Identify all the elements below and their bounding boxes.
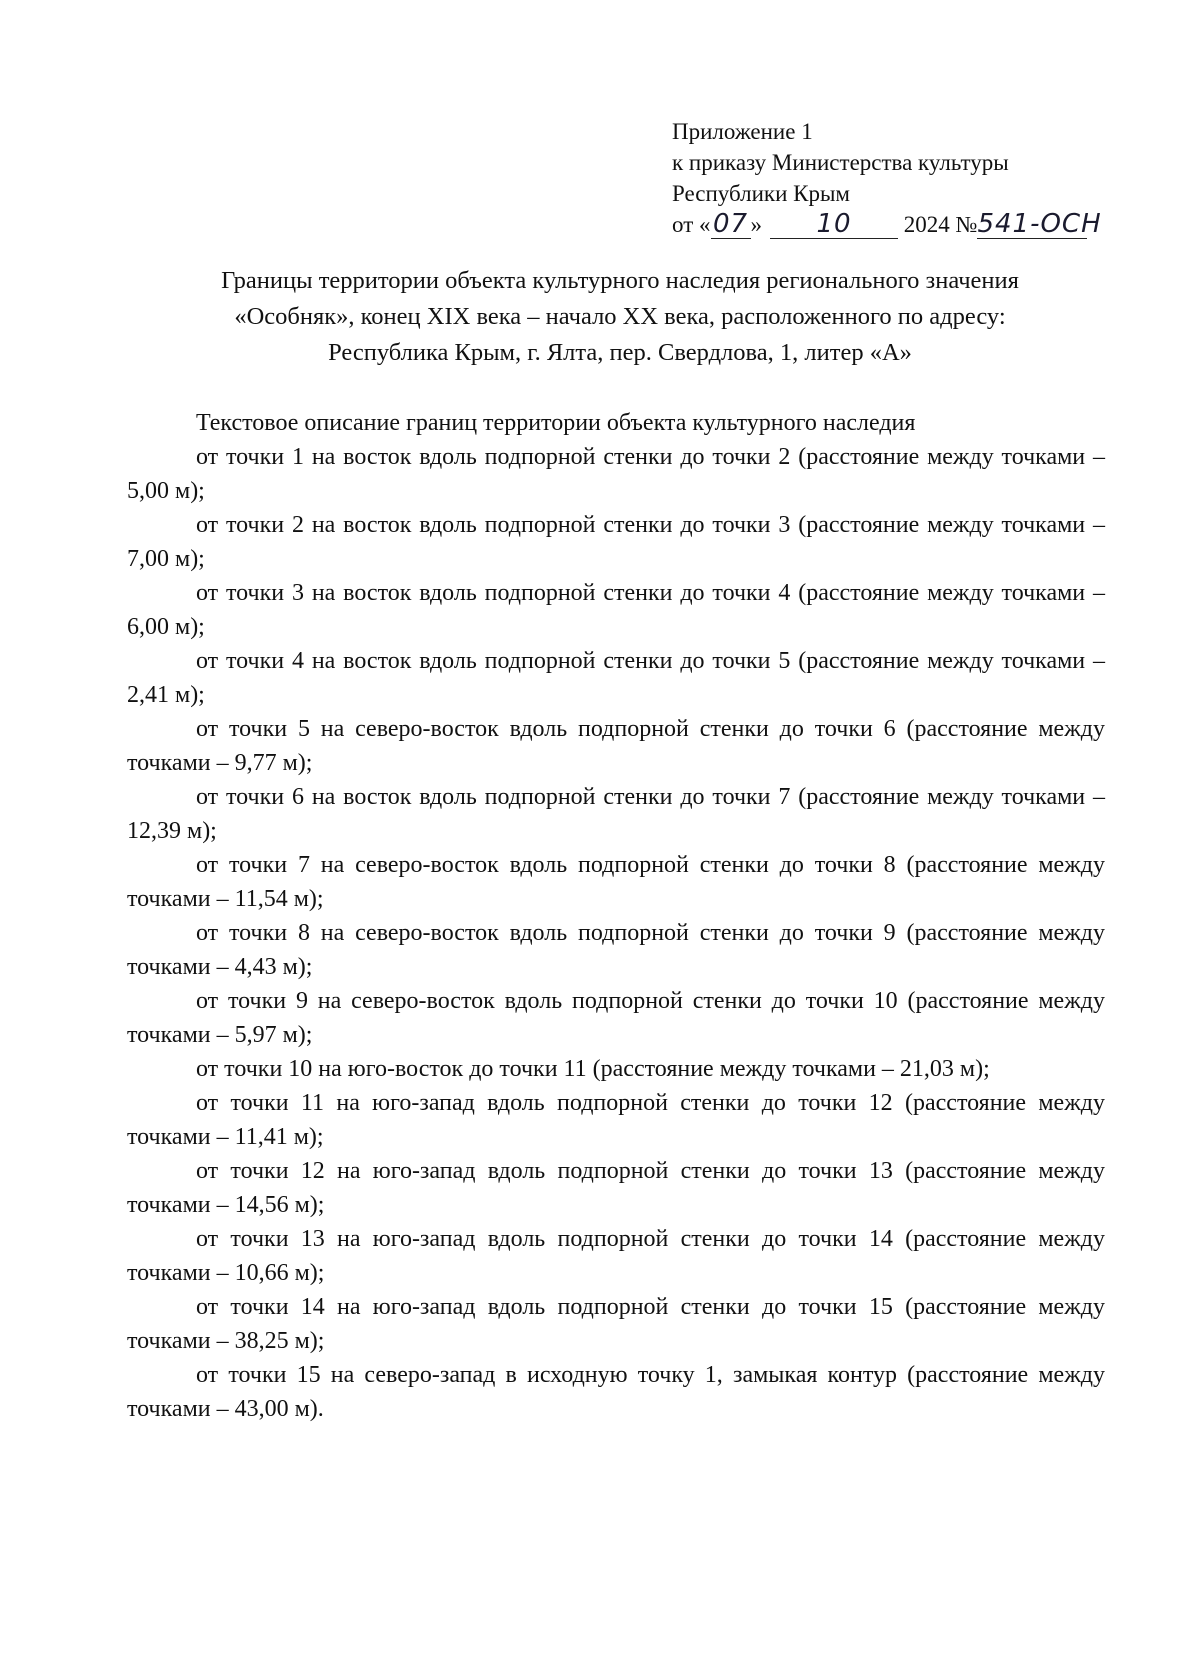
- date-year: 2024 №: [903, 212, 978, 237]
- document-body: [127, 406, 1105, 1426]
- boundary-segment: от точки 10 на юго-восток до точки 11 (расстояние между точками – 21,03 м);: [196, 1056, 990, 1082]
- boundary-segment: от точки 8 на северо-восток вдоль подпорной стенки до точки 9 (расстояние между точками – 4,43 м);: [127, 920, 1105, 980]
- boundary-segment: от точки 4 на восток вдоль подпорной стенки до точки 5 (расстояние между точками – 2,41 м);: [127, 648, 1105, 708]
- date-mid: »: [750, 212, 762, 237]
- appendix-republic: Республики Крым: [672, 181, 850, 206]
- appendix-date-line: [672, 209, 1132, 240]
- handwritten-order-number: 541-ОСН: [977, 209, 1102, 239]
- section-heading: Текстовое описание границ территории объекта культурного наследия: [196, 410, 916, 436]
- boundary-segment: от точки 15 на северо-запад в исходную точку 1, замыкая контур (расстояние между точками – 43,00 м).: [127, 1362, 1105, 1422]
- boundary-segment: от точки 7 на северо-восток вдоль подпорной стенки до точки 8 (расстояние между точками – 11,54 м);: [127, 852, 1105, 912]
- appendix-label: Приложение 1: [672, 119, 813, 144]
- title-line-1: Границы территории объекта культурного наследия регионального значения: [221, 267, 1019, 294]
- boundary-segment: от точки 1 на восток вдоль подпорной стенки до точки 2 (расстояние между точками – 5,00 м);: [127, 444, 1105, 504]
- handwritten-month: 10: [770, 212, 898, 239]
- handwritten-day: 07: [711, 212, 751, 239]
- date-prefix: от «: [672, 212, 711, 237]
- boundary-segment: от точки 12 на юго-запад вдоль подпорной стенки до точки 13 (расстояние между точками – 14,56 м);: [127, 1158, 1105, 1218]
- boundary-segment: от точки 9 на северо-восток вдоль подпорной стенки до точки 10 (расстояние между точками – 5,97 м);: [127, 988, 1105, 1048]
- document-title: [150, 263, 1090, 371]
- title-line-3: Республика Крым, г. Ялта, пер. Свердлова, 1, литер «А»: [328, 339, 912, 366]
- boundary-segment: от точки 14 на юго-запад вдоль подпорной стенки до точки 15 (расстояние между точками – 38,25 м);: [127, 1294, 1105, 1354]
- boundary-segment: от точки 13 на юго-запад вдоль подпорной стенки до точки 14 (расстояние между точками – 10,66 м);: [127, 1226, 1105, 1286]
- boundary-segment: от точки 5 на северо-восток вдоль подпорной стенки до точки 6 (расстояние между точками – 9,77 м);: [127, 716, 1105, 776]
- boundary-segment: от точки 11 на юго-запад вдоль подпорной стенки до точки 12 (расстояние между точками – 11,41 м);: [127, 1090, 1105, 1150]
- appendix-order-reference: к приказу Министерства культуры: [672, 150, 1009, 175]
- title-line-2: «Особняк», конец XIX века – начало XX века, расположенного по адресу:: [234, 303, 1006, 330]
- boundary-segment: от точки 3 на восток вдоль подпорной стенки до точки 4 (расстояние между точками – 6,00 м);: [127, 580, 1105, 640]
- boundary-segment: от точки 2 на восток вдоль подпорной стенки до точки 3 (расстояние между точками – 7,00 м);: [127, 512, 1105, 572]
- boundary-segment: от точки 6 на восток вдоль подпорной стенки до точки 7 (расстояние между точками – 12,39 м);: [127, 784, 1105, 844]
- appendix-header: [672, 116, 1132, 240]
